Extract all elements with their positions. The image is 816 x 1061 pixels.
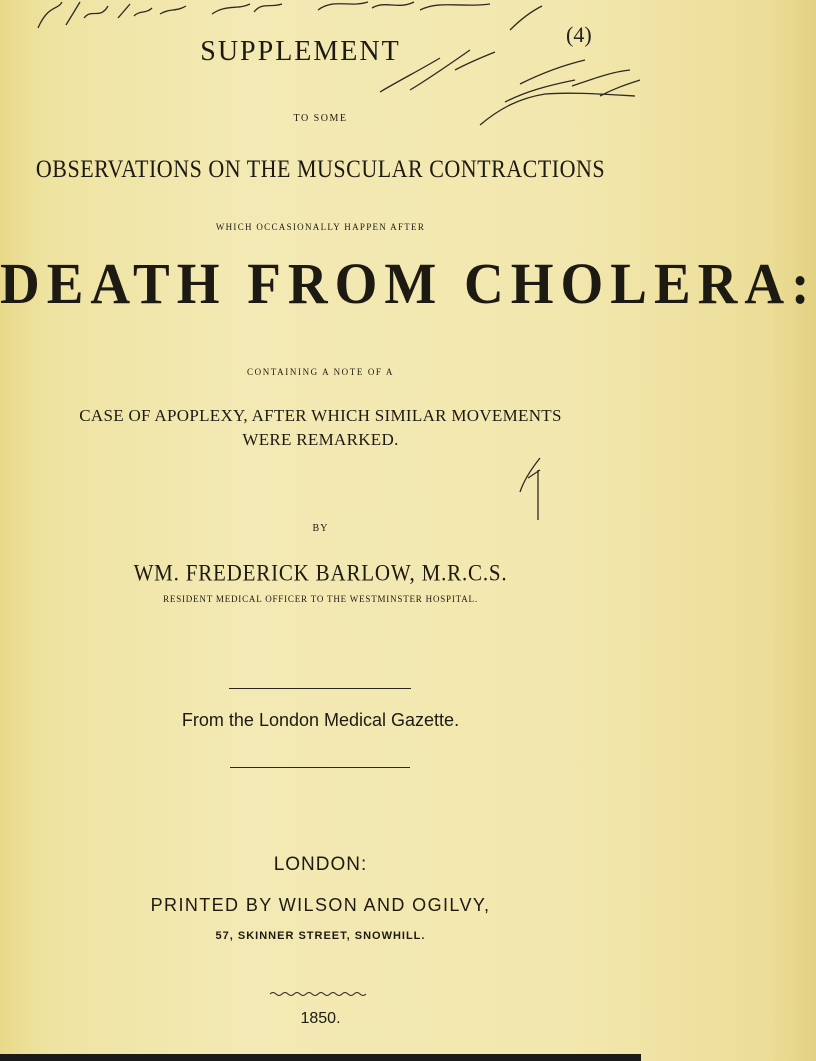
printer-line: PRINTED BY WILSON AND OGILVY,: [150, 895, 491, 915]
place-line: LONDON:: [273, 854, 368, 875]
ornamental-rule: [270, 990, 370, 998]
which-line: WHICH OCCASIONALLY HAPPEN AFTER: [215, 222, 426, 232]
case-line-2: WERE REMARKED.: [242, 430, 399, 449]
divider-rule: [230, 767, 410, 768]
printer-address: 57, SKINNER STREET, SNOWHILL.: [215, 930, 426, 942]
observations-heading: OBSERVATIONS ON THE MUSCULAR CONTRACTIONS: [35, 154, 606, 183]
handwritten-page-mark: (4): [566, 22, 592, 47]
author-name: WM. FREDERICK BARLOW, M.R.C.S.: [133, 559, 508, 587]
author-position: RESIDENT MEDICAL OFFICER TO THE WESTMINSTER HOSPITAL.: [163, 594, 478, 604]
to-some-line: TO SOME: [293, 113, 348, 124]
divider-rule: [229, 688, 411, 689]
source-line: From the London Medical Gazette.: [181, 710, 460, 730]
page-edge: [0, 1054, 641, 1061]
containing-line: CONTAINING A NOTE OF A: [247, 367, 394, 377]
main-title: DEATH FROM CHOLERA:: [0, 251, 816, 316]
publication-year: 1850.: [300, 1010, 341, 1027]
case-line-1: CASE OF APOPLEXY, AFTER WHICH SIMILAR MOVEMENTS: [79, 406, 562, 425]
by-line: BY: [312, 523, 329, 534]
supplement-heading: SUPPLEMENT: [200, 36, 401, 67]
